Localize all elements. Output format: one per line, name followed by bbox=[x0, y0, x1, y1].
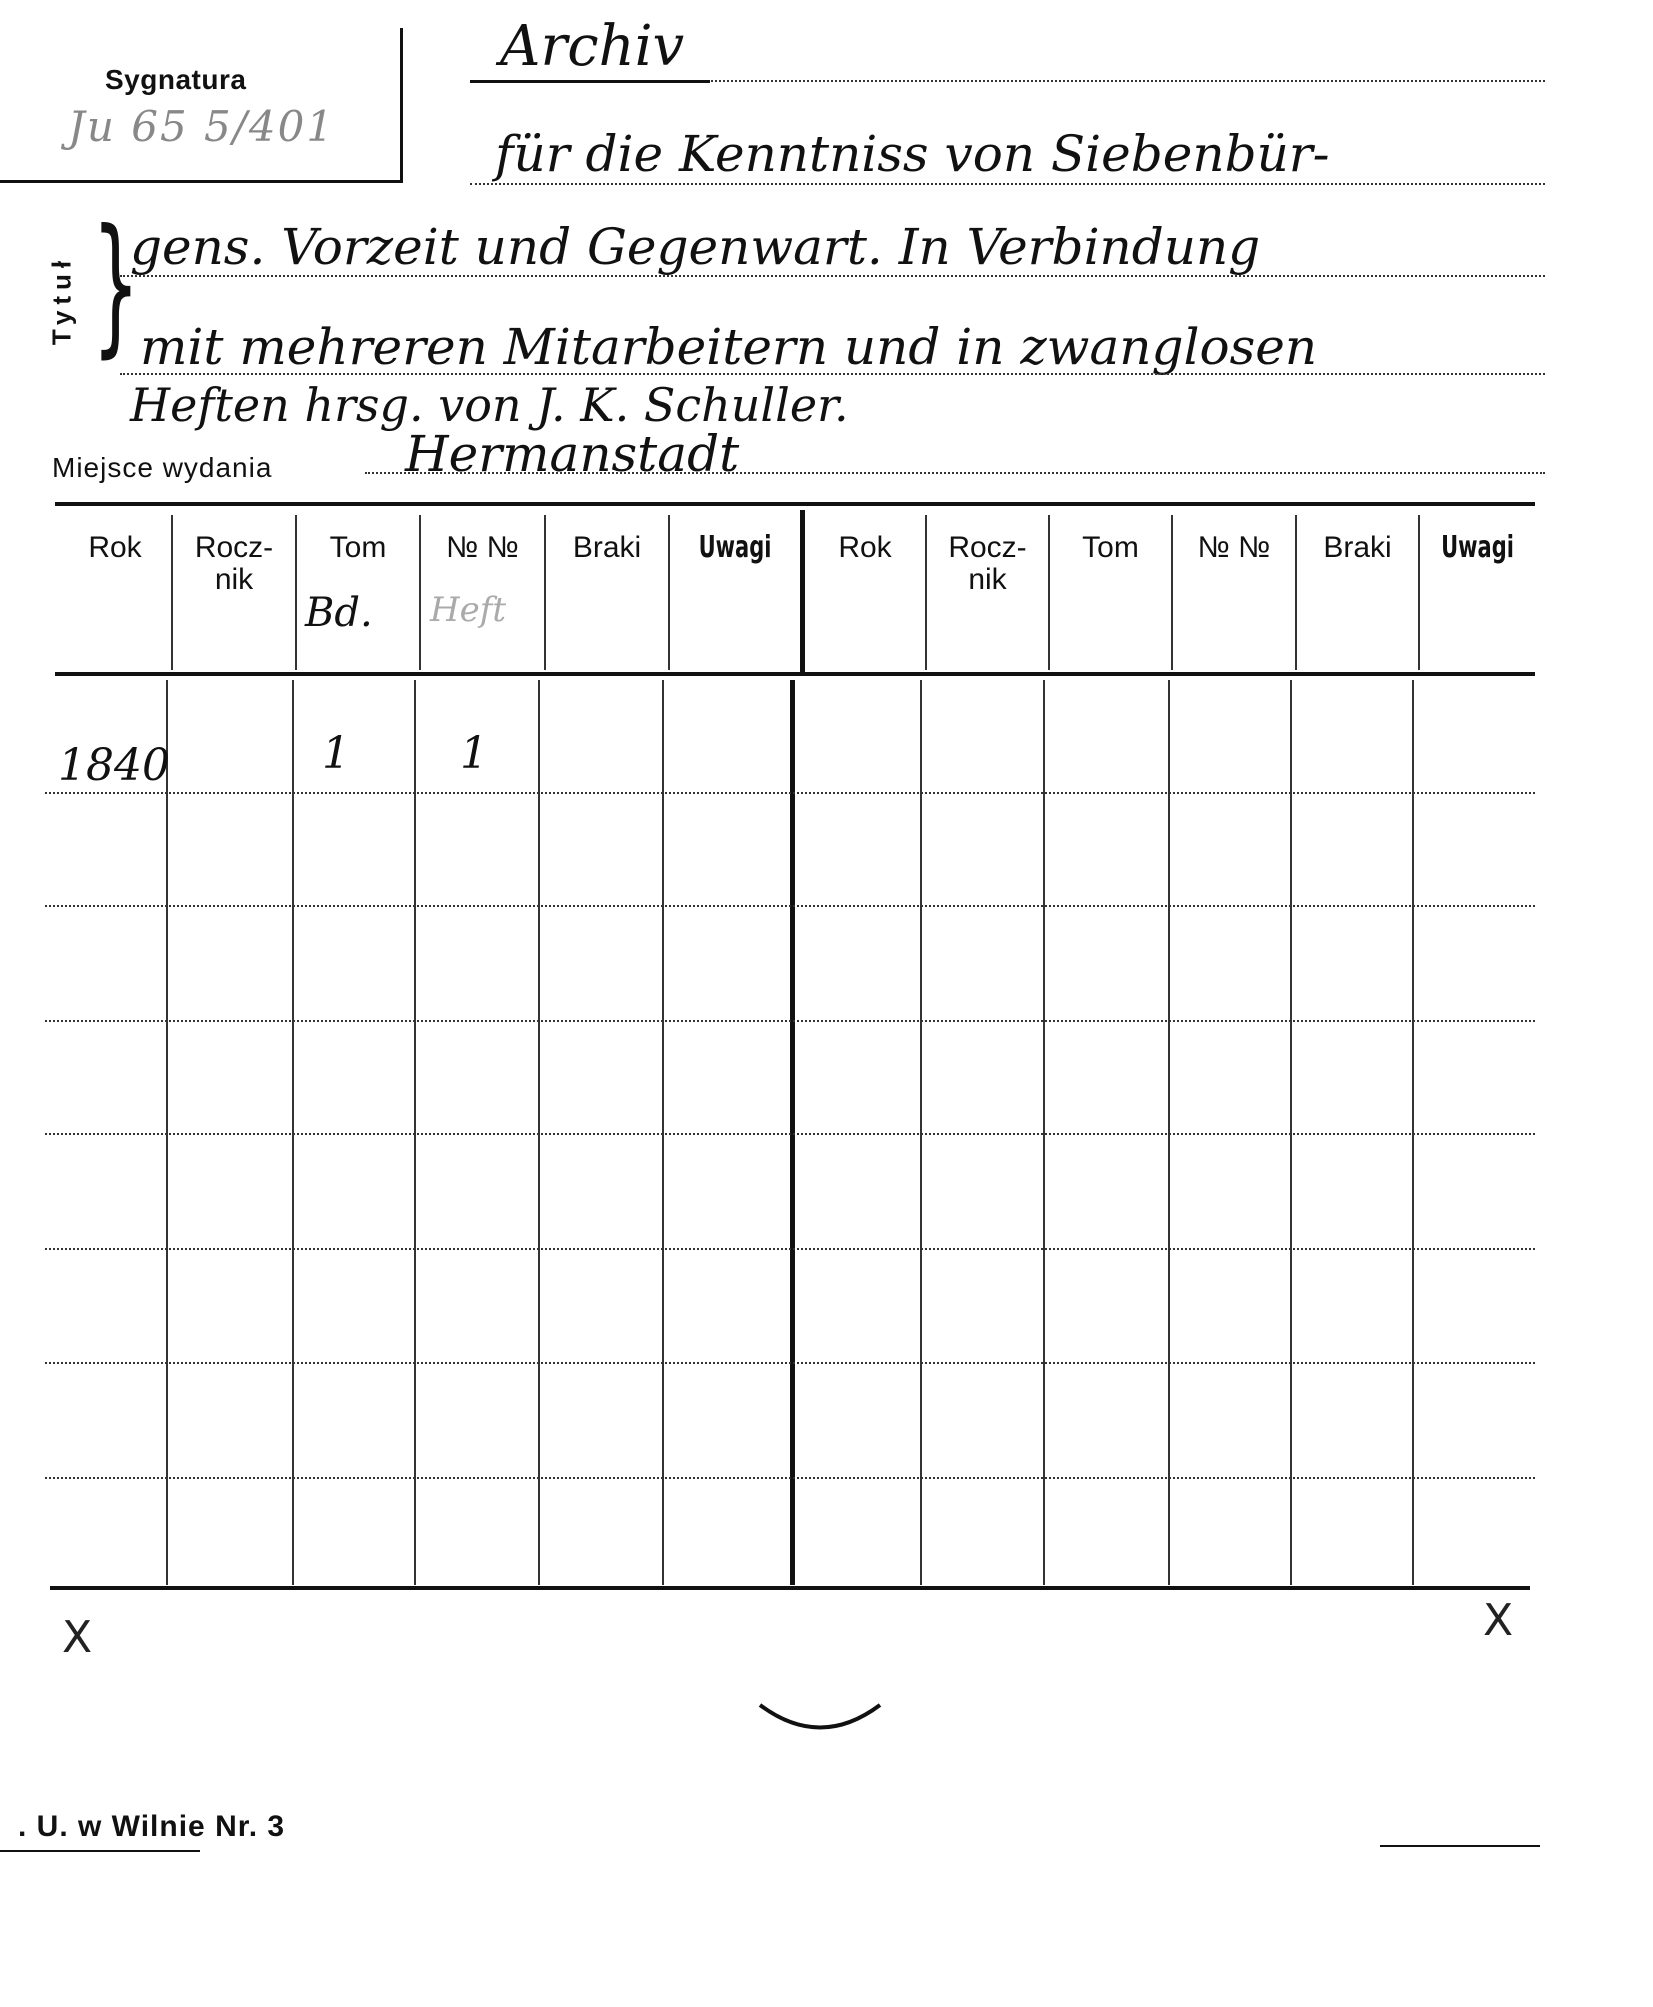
header-braki: Braki bbox=[1323, 531, 1392, 564]
row-line bbox=[45, 1020, 1535, 1022]
printer-footer: . U. w Wilnie Nr. 3 bbox=[18, 1810, 286, 1843]
dotted-line bbox=[470, 183, 1545, 185]
right-mark: X bbox=[1483, 1595, 1514, 1646]
row-line bbox=[45, 1133, 1535, 1135]
title-line-3: mit mehreren Mitarbeitern und in zwanglosen bbox=[140, 318, 1318, 376]
header-rok: Rok bbox=[88, 531, 142, 564]
signature-label: Sygnatura bbox=[105, 64, 247, 95]
header-uwagi: Uwagi bbox=[698, 530, 772, 565]
row-line bbox=[45, 792, 1535, 794]
header-nr: № № bbox=[1197, 531, 1271, 564]
header-uwagi: Uwagi bbox=[1441, 530, 1514, 565]
title-underline bbox=[470, 80, 710, 83]
left-mark: X bbox=[62, 1612, 93, 1663]
header-rocznik: Rocz- nik bbox=[948, 531, 1027, 596]
column-divider bbox=[1418, 515, 1420, 670]
title-line-4: Heften hrsg. von J. K. Schuller. bbox=[130, 378, 849, 432]
title-heading: Archiv bbox=[500, 14, 685, 79]
row-line bbox=[45, 1477, 1535, 1479]
header-tom: Tom bbox=[329, 531, 387, 564]
row-line bbox=[45, 1248, 1535, 1250]
header-tom: Tom bbox=[1082, 531, 1139, 564]
cell-nr: 1 bbox=[460, 728, 488, 779]
nr-subheader: Heft bbox=[430, 590, 507, 630]
footer-rule bbox=[1380, 1845, 1540, 1847]
cell-tom: 1 bbox=[322, 728, 350, 779]
table-bottom-rule bbox=[50, 1586, 1530, 1590]
dotted-line bbox=[120, 373, 1545, 375]
header-braki: Braki bbox=[572, 531, 642, 564]
title-line-2: gens. Vorzeit und Gegenwart. In Verbindung bbox=[130, 218, 1261, 276]
signature-value: Ju 65 5/401 bbox=[68, 102, 336, 151]
tytul-label: Tytuł bbox=[46, 254, 77, 346]
punch-hole-icon bbox=[755, 1700, 885, 1750]
row-line bbox=[45, 905, 1535, 907]
title-line-1: für die Kenntniss von Siebenbür- bbox=[495, 125, 1330, 183]
header-nr: № № bbox=[446, 531, 519, 564]
dotted-line bbox=[120, 275, 1545, 277]
column-divider bbox=[668, 515, 670, 670]
brace-icon: } bbox=[92, 198, 140, 372]
header-rok: Rok bbox=[838, 531, 892, 564]
place-label: Miejsce wydania bbox=[52, 452, 273, 483]
header-rocznik: Rocz- nik bbox=[194, 531, 274, 596]
table-header-rule bbox=[55, 672, 1535, 676]
tom-subheader: Bd. bbox=[305, 590, 373, 636]
footer-rule bbox=[0, 1850, 200, 1852]
table-top-rule bbox=[55, 502, 1535, 506]
place-value: Hermanstadt bbox=[405, 425, 740, 483]
row-line bbox=[45, 1362, 1535, 1364]
cell-rok: 1840 bbox=[58, 740, 170, 791]
